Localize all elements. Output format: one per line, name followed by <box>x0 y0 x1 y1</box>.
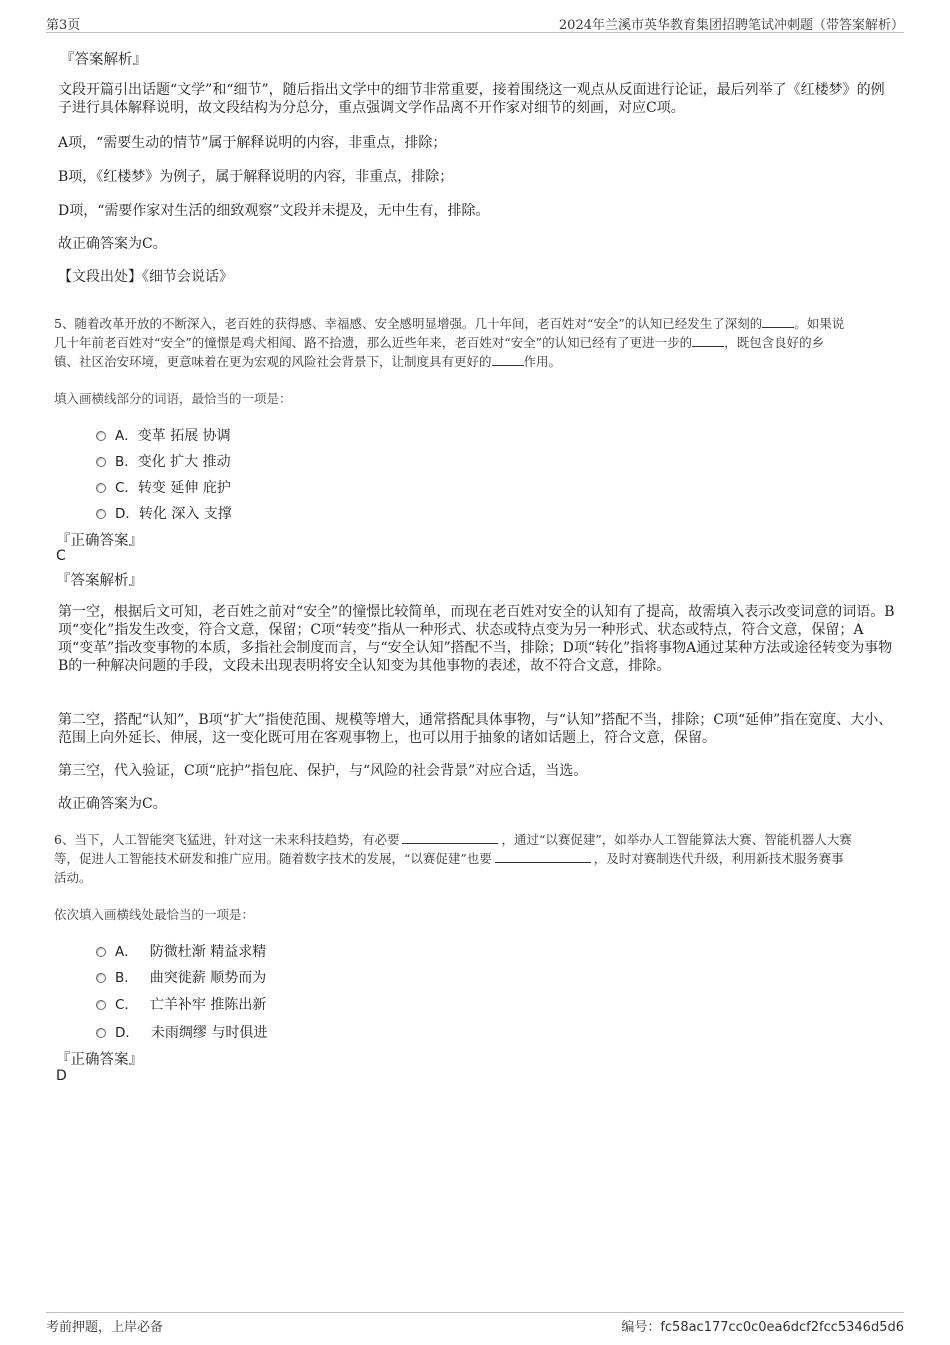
q6-stem-line-3: 活动。 <box>54 870 92 885</box>
document-title: 2024年兰溪市英华教育集团招聘笔试冲刺题（带答案解析） <box>558 18 904 33</box>
q4-source: 【文段出处】《细节会说话》 <box>58 269 233 285</box>
q4-analysis-option-d: D项，“需要作家对生活的细致观察”文段并未提及，无中生有，排除。 <box>58 203 490 219</box>
q4-conclusion: 故正确答案为C。 <box>58 236 167 252</box>
q5-blank-2 <box>692 334 724 347</box>
radio-button-icon[interactable] <box>96 1000 106 1010</box>
q4-analysis-option-a: A项，“需要生动的情节”属于解释说明的内容，非重点，排除； <box>58 135 447 151</box>
q4-analysis-option-b: B项，《红楼梦》为例子，属于解释说明的内容，非重点，排除； <box>58 169 454 185</box>
q6-blank-2 <box>495 850 591 863</box>
footer-slogan: 考前押题，上岸必备 <box>46 1320 164 1335</box>
q5-conclusion: 故正确答案为C。 <box>58 796 167 812</box>
page-number: 第3页 <box>46 18 81 33</box>
q5-blank-1 <box>762 315 794 328</box>
q5-analysis-para-2: 第二空，搭配“认知”，B项“扩大”指使范围、规模等增大，通常搭配具体事物，与“认知”搭配不当，排除；C项“延伸”指在宽度、大小、范围上向外延长、伸展，这一变化既可用在客观事物上，也可以用于抽象的诸如话题上，符合文意，保留。 <box>58 712 893 746</box>
footer-code-block <box>621 1316 904 1335</box>
q5-blank-3 <box>492 353 524 366</box>
q5-option-a[interactable]: A．变革 拓展 协调 <box>96 424 231 444</box>
q5-answer: C <box>56 548 66 564</box>
q6-option-b[interactable]: B． 曲突徙薪 顺势而为 <box>96 966 266 986</box>
q6-answer: D <box>56 1068 67 1084</box>
q6-stem <box>54 830 904 887</box>
q5-option-c[interactable]: C．转变 延伸 庇护 <box>96 476 231 496</box>
radio-button-icon[interactable] <box>96 457 106 467</box>
footer-code: fc58ac177cc0c0ea6dcf2fcc5346d5d6 <box>660 1320 904 1335</box>
q5-option-d[interactable]: D．转化 深入 支撑 <box>96 502 232 522</box>
q5-stem-line-3: 镇、社区治安环境，更意味着在更为宏观的风险社会背景下，让制度具有更好的 作用。 <box>54 354 562 369</box>
q5-option-b[interactable]: B．变化 扩大 推动 <box>96 450 231 470</box>
q6-option-d[interactable]: D． 未雨绸缪 与时俱进 <box>96 1021 267 1041</box>
page-footer <box>46 1312 904 1335</box>
q5-stem <box>54 314 904 371</box>
q4-analysis-tag: 『答案解析』 <box>60 52 147 68</box>
q4-analysis-para: 文段开篇引出话题“文学”和“细节”，随后指出文学中的细节非常重要，接着围绕这一观点从反面进行论证，最后列举了《红楼梦》的例子进行具体解释说明，故文段结构为分总分，重点强调文学作品离不开作家对细节的刻画，对应C项。 <box>58 82 885 116</box>
q5-stem-line-1: 5、随着改革开放的不断深入，老百姓的获得感、幸福感、安全感明显增强。几十年间，老百姓对“安全”的认知已经发生了深刻的 。如果说 <box>54 316 845 331</box>
footer-code-label: 编号： <box>621 1320 661 1335</box>
q6-blank-1 <box>402 831 498 844</box>
q5-stem-line-2: 几十年前老百姓对“安全”的憧憬是鸡犬相闻、路不拾遗，那么近些年来，老百姓对“安全”的认知已经有了更进一步的 ，既包含良好的乡 <box>54 335 825 350</box>
q5-analysis-para-3: 第三空，代入验证，C项“庇护”指包庇、保护，与“风险的社会背景”对应合适，当选。 <box>58 763 588 779</box>
radio-button-icon[interactable] <box>96 483 106 493</box>
q5-answer-tag: 『正确答案』 <box>56 533 143 549</box>
q5-prompt: 填入画横线部分的词语，最恰当的一项是： <box>54 391 292 406</box>
q5-analysis-para-1: 第一空，根据后文可知，老百姓之前对“安全”的憧憬比较简单，而现在老百姓对安全的认知有了提高，故需填入表示改变词意的词语。B项“变化”指发生改变，符合文意，保留；C项“转变”指从一种形式、状态或特点变为另一种形式、状态或特点，符合文意，保留；A项“变革”指改变事物的本质，多指社会制度而言，与“安全认知”搭配不当，排除；D项“转化”指将事物A通过某种方法或途径转变为事物B的一种解决问题的手段，文段未出现表明将安全认知变为其他事物的表述，故不符合文意，排除。 <box>58 604 895 674</box>
radio-button-icon[interactable] <box>96 509 106 519</box>
radio-button-icon[interactable] <box>96 1028 106 1038</box>
q6-option-c[interactable]: C． 亡羊补牢 推陈出新 <box>96 993 266 1013</box>
q5-analysis-tag: 『答案解析』 <box>56 573 143 589</box>
q6-answer-tag: 『正确答案』 <box>56 1052 143 1068</box>
q6-stem-line-1: 6、当下，人工智能突飞猛进，针对这一未来科技趋势，有必要 ，通过“以赛促建”，如举办人工智能算法大赛、智能机器人大赛 <box>54 832 852 847</box>
radio-button-icon[interactable] <box>96 947 106 957</box>
radio-button-icon[interactable] <box>96 431 106 441</box>
q6-option-a[interactable]: A． 防微杜渐 精益求精 <box>96 940 266 960</box>
radio-button-icon[interactable] <box>96 973 106 983</box>
page-header <box>46 14 904 33</box>
q6-stem-line-2: 等，促进人工智能技术研发和推广应用。随着数字技术的发展，“以赛促建”也要 ，及时对赛制迭代升级，利用新技术服务赛事 <box>54 851 844 866</box>
q6-prompt: 依次填入画横线处最恰当的一项是： <box>54 907 255 922</box>
